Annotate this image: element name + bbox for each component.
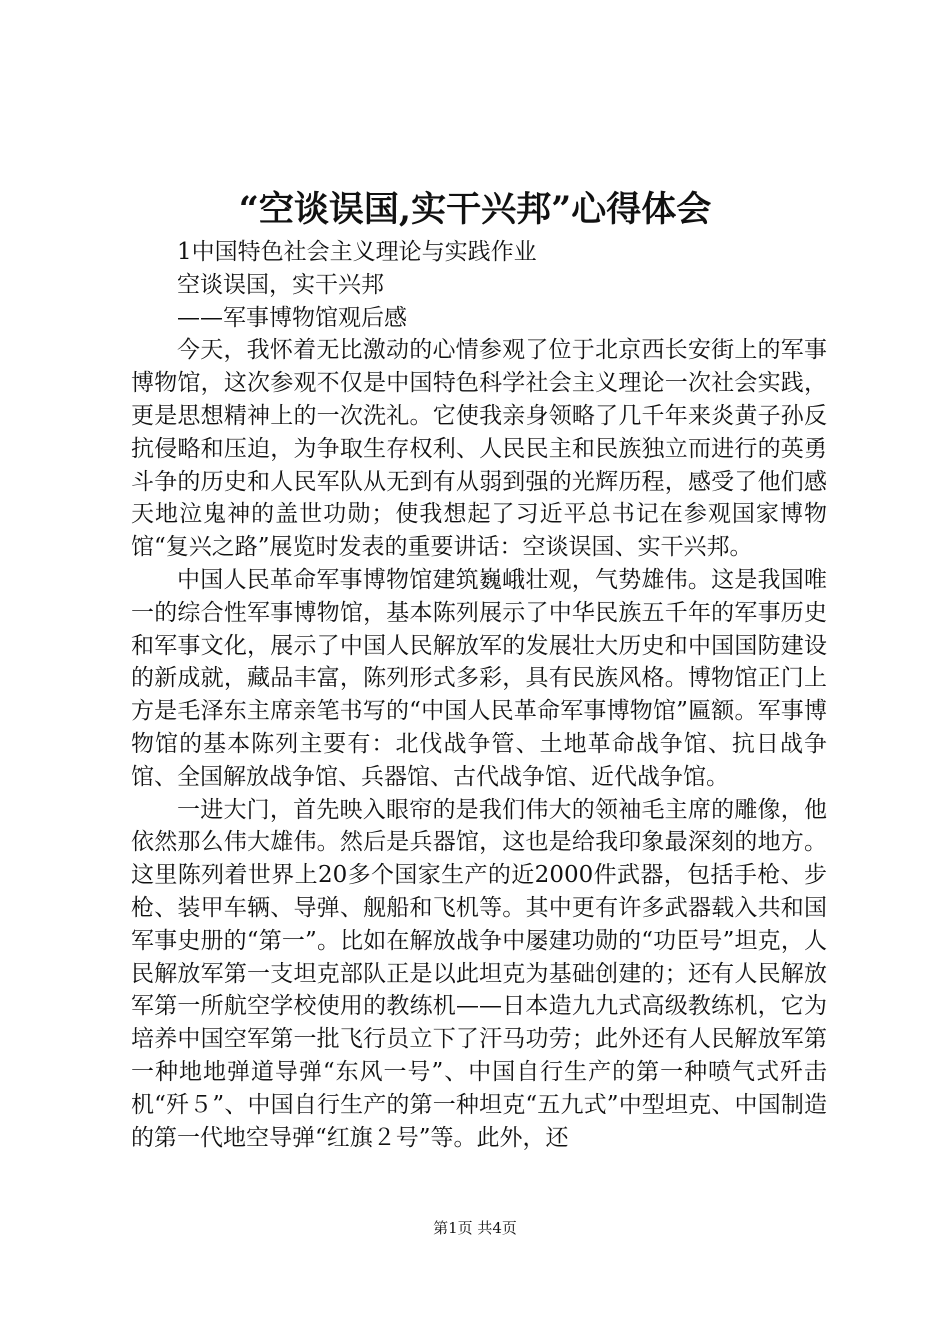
document-body <box>131 236 827 1154</box>
essay-title-line: 空谈误国，实干兴邦 <box>177 271 384 298</box>
page-number: 第1页 共4页 <box>433 1219 517 1237</box>
paragraph-3: 一进大门，首先映入眼帘的是我们伟大的领袖毛主席的雕像，他依然那么伟大雄伟。然后是兵器馆，这也是给我印象最深刻的地方。这里陈列着世界上20多个国家生产的近2000件武器，包括手枪、步枪、装甲车辆、导弹、舰船和飞机等。其中更有许多武器载入共和国军事史册的“第一”。比如在解放战争中屡建功勋的“功臣号”坦克，人民解放军第一支坦克部队正是以此坦克为基础创建的；还有人民解放军第一所航空学校使用的教练机——日本造九九式高级教练机，它为培养中国空军第一批飞行员立下了汗马功劳；此外还有人民解放军第一种地地弹道导弹“东风一号”、中国自行生产的第一种喷气式歼击机“歼５”、中国自行生产的第一种坦克“五九式”中型坦克、中国制造的第一代地空导弹“红旗２号”等。此外，还 <box>131 796 827 1151</box>
course-line: 1中国特色社会主义理论与实践作业 <box>177 239 537 265</box>
paragraph-1: 今天，我怀着无比激动的心情参观了位于北京西长安街上的军事博物馆，这次参观不仅是中国特色科学社会主义理论一次社会实践，更是思想精神上的一次洗礼。它使我亲身领略了几千年来炎黄子孙反抗侵略和压迫，为争取生存权利、人民民主和民族独立而进行的英勇斗争的历史和人民军队从无到有从弱到强的光辉历程，感受了他们感天地泣鬼神的盖世功勋；使我想起了习近平总书记在参观国家博物馆“复兴之路”展览时发表的重要讲话：空谈误国、实干兴邦。 <box>131 337 827 561</box>
essay-subtitle-line: ——军事博物馆观后感 <box>177 304 407 331</box>
document-title: “空谈误国,实干兴邦”心得体会 <box>238 189 712 230</box>
paragraph-2: 中国人民革命军事博物馆建筑巍峨壮观，气势雄伟。这是我国唯一的综合性军事博物馆，基本陈列展示了中华民族五千年的军事历史和军事文化，展示了中国人民解放军的发展壮大历史和中国国防建设的新成就，藏品丰富，陈列形式多彩，具有民族风格。博物馆正门上方是毛泽东主席亲笔书写的“中国人民革命军事博物馆”匾额。军事博物馆的基本陈列主要有：北伐战争管、土地革命战争馆、抗日战争馆、全国解放战争馆、兵器馆、古代战争馆、近代战争馆。 <box>131 566 827 790</box>
